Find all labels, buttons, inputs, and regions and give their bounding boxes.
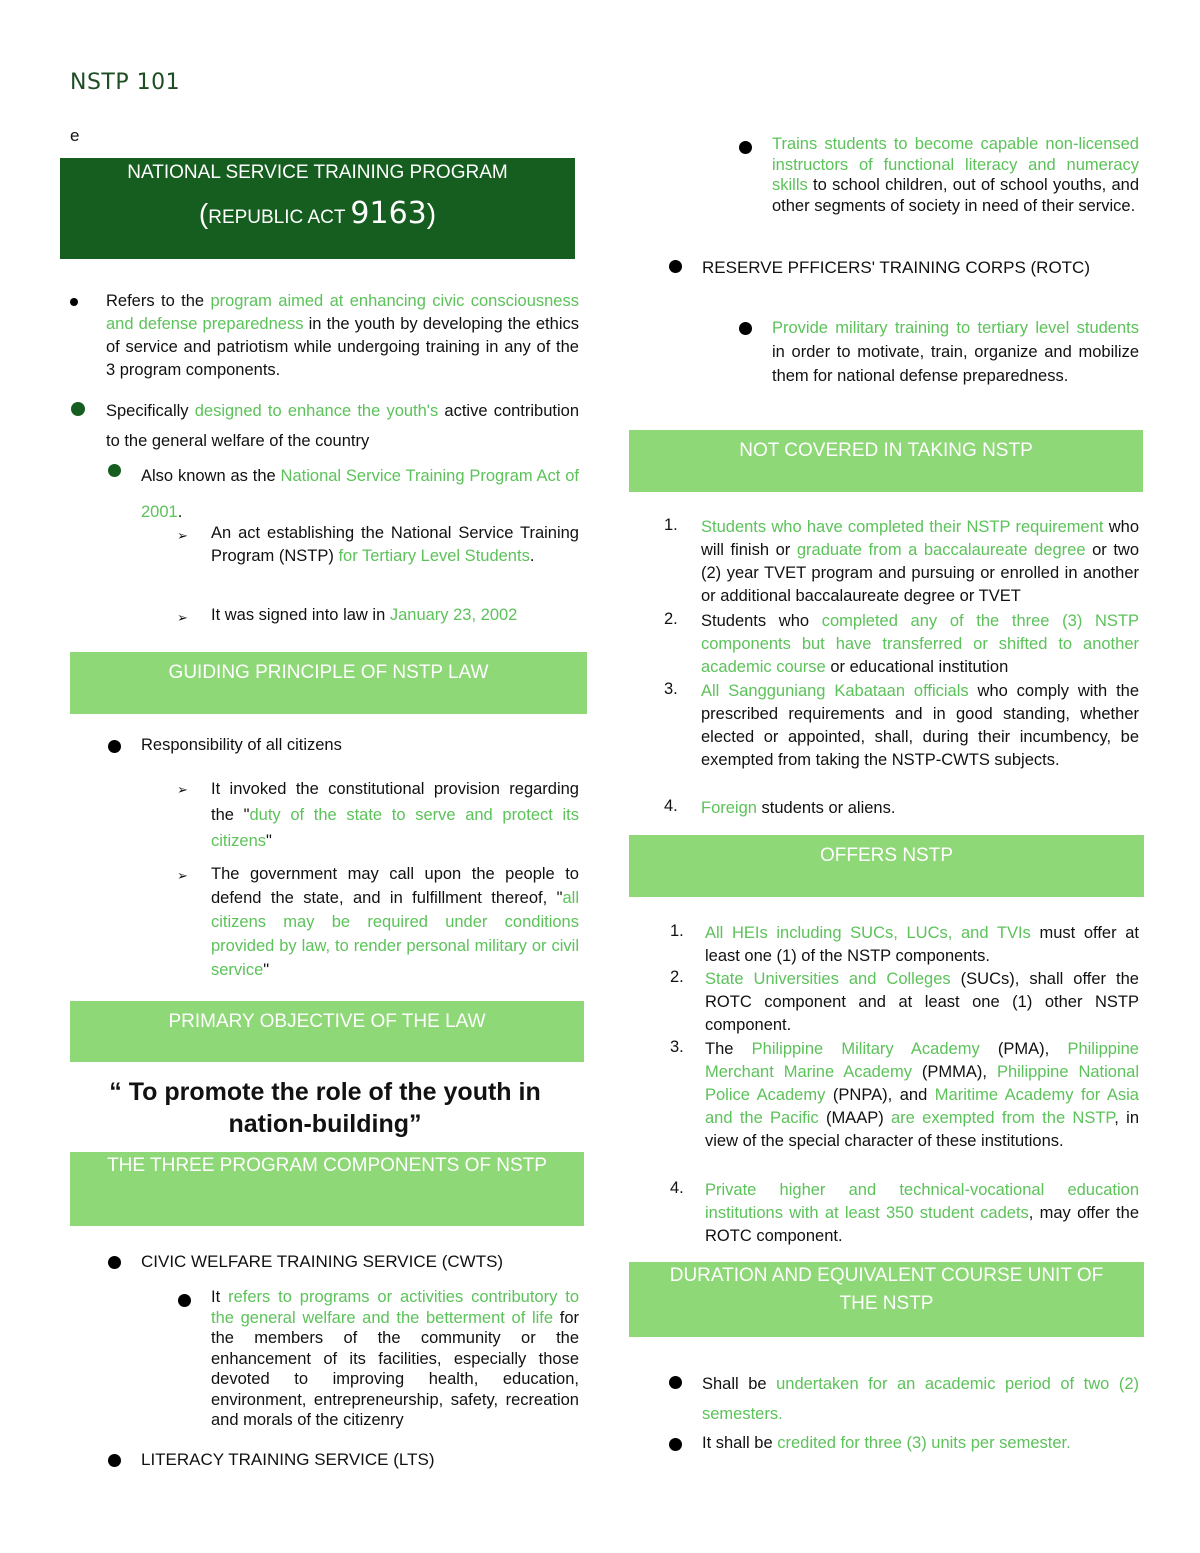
guiding-principle-header: GUIDING PRINCIPLE OF NSTP LAW bbox=[70, 652, 587, 714]
list-number: 2. bbox=[664, 610, 678, 628]
arrow-bullet-icon: ➢ bbox=[177, 782, 188, 797]
list-number: 1. bbox=[670, 922, 684, 940]
bullet-icon bbox=[70, 298, 78, 306]
title-box bbox=[60, 158, 575, 259]
sub-constitutional-provision: It invoked the constitutional provision regarding the "duty of the state to serve and protect its citizens" bbox=[211, 780, 579, 850]
bullet-responsibility: Responsibility of all citizens bbox=[141, 736, 342, 754]
page-title: NSTP 101 bbox=[70, 70, 181, 95]
not-covered-item-3: All Sangguniang Kabataan officials who comply with the prescribed requirements and in good standing, whether elected or appointed, shall, during their incumbency, be exempted from taking the NSTP-CWTS subjects. bbox=[701, 682, 1140, 769]
list-number: 1. bbox=[664, 516, 678, 534]
rotc-title: RESERVE PFFICERS' TRAINING CORPS (ROTC) bbox=[702, 258, 1090, 277]
sub-signed-into-law: It was signed into law in January 23, 2002 bbox=[211, 606, 518, 624]
bullet-icon bbox=[71, 402, 85, 416]
not-covered-item-2: Students who completed any of the three (3) NSTP components but have transferred or shifted to another academic course or educational institution bbox=[701, 612, 1139, 676]
not-covered-header: NOT COVERED IN TAKING NSTP bbox=[629, 430, 1143, 492]
duration-item-2: It shall be credited for three (3) units per semester. bbox=[702, 1434, 1071, 1452]
bullet-icon bbox=[739, 141, 752, 154]
stray-letter: e bbox=[70, 126, 80, 145]
cwts-description: It refers to programs or activities contributory to the general welfare and the betterment of life for the members of the community or the enhancement of its facilities, especially those devoted to improving health, education, environment, entrepreneurship, safety, recreation and morals of the citizenry bbox=[211, 1288, 579, 1429]
bullet-also-known: Also known as the National Service Training Program Act of 2001. bbox=[141, 467, 579, 521]
bullet-icon bbox=[108, 740, 121, 753]
primary-objective-header: PRIMARY OBJECTIVE OF THE LAW bbox=[70, 1001, 584, 1062]
offers-item-1: All HEIs including SUCs, LUCs, and TVIs must offer at least one (1) of the NSTP components. bbox=[705, 924, 1139, 965]
bullet-icon bbox=[108, 1454, 121, 1467]
arrow-bullet-icon: ➢ bbox=[177, 528, 188, 543]
duration-header: DURATION AND EQUIVALENT COURSE UNIT OF THE NSTP bbox=[629, 1262, 1144, 1337]
list-number: 2. bbox=[670, 968, 684, 986]
list-number: 3. bbox=[670, 1038, 684, 1056]
title-box-line1: NATIONAL SERVICE TRAINING PROGRAM bbox=[127, 162, 508, 183]
offers-item-2: State Universities and Colleges (SUCs), shall offer the ROTC component and at least one (1) other NSTP component. bbox=[705, 970, 1139, 1034]
list-number: 3. bbox=[664, 680, 678, 698]
bullet-icon bbox=[669, 1438, 682, 1451]
not-covered-item-1: Students who have completed their NSTP requirement who will finish or graduate from a baccalaureate degree or two (2) year TVET program and pursuing or enrolled in another or additional baccalaureate degree or TVET bbox=[701, 518, 1139, 605]
lts-description: Trains students to become capable non-licensed instructors of functional literacy and numeracy skills to school children, out of school youths, and other segments of society in need of their service. bbox=[772, 135, 1139, 215]
offers-item-4: Private higher and technical-vocational education institutions with at least 350 student cadets, may offer the ROTC component. bbox=[705, 1181, 1139, 1245]
list-number: 4. bbox=[664, 797, 678, 815]
sub-government-may-call: The government may call upon the people to defend the state, and in fulfillment thereof, "all citizens may be required under conditions provided by law, to render personal military or civil service" bbox=[211, 865, 579, 979]
bullet-icon bbox=[178, 1294, 191, 1307]
sub-act-establishing: An act establishing the National Service Training Program (NSTP) for Tertiary Level Students. bbox=[211, 524, 579, 565]
arrow-bullet-icon: ➢ bbox=[177, 610, 188, 625]
bullet-refers: Refers to the program aimed at enhancing civic consciousness and defense preparedness in the youth by developing the ethics of service and patriotism while undergoing training in any of the 3 program components. bbox=[106, 292, 579, 379]
objective-quote: “ To promote the role of the youth in nation-building” bbox=[109, 1078, 541, 1138]
duration-item-1: Shall be undertaken for an academic period of two (2) semesters. bbox=[702, 1375, 1139, 1423]
bullet-icon bbox=[669, 1376, 682, 1389]
cwts-title: CIVIC WELFARE TRAINING SERVICE (CWTS) bbox=[141, 1252, 504, 1271]
title-box-line2: (REPUBLIC ACT 9163) bbox=[198, 196, 437, 231]
bullet-specifically: Specifically designed to enhance the youth's active contribution to the general welfare of the country bbox=[106, 402, 579, 450]
bullet-icon bbox=[108, 464, 121, 477]
rotc-description: Provide military training to tertiary level students in order to motivate, train, organize and mobilize them for national defense preparedness. bbox=[772, 319, 1139, 385]
program-components-header: THE THREE PROGRAM COMPONENTS OF NSTP bbox=[70, 1152, 584, 1226]
lts-title: LITERACY TRAINING SERVICE (LTS) bbox=[141, 1450, 435, 1469]
list-number: 4. bbox=[670, 1179, 684, 1197]
bullet-icon bbox=[108, 1256, 121, 1269]
offers-nstp-header: OFFERS NSTP bbox=[629, 835, 1144, 897]
not-covered-item-4: Foreign students or aliens. bbox=[701, 799, 896, 817]
bullet-icon bbox=[669, 260, 682, 273]
offers-item-3: The Philippine Military Academy (PMA), Philippine Merchant Marine Academy (PMMA), Philippine National Police Academy (PNPA), and Maritime Academy for Asia and the Pacific (MAAP) are exempted from the NSTP, in view of the special character of these institutions. bbox=[705, 1040, 1140, 1150]
bullet-icon bbox=[739, 322, 752, 335]
arrow-bullet-icon: ➢ bbox=[177, 868, 188, 883]
